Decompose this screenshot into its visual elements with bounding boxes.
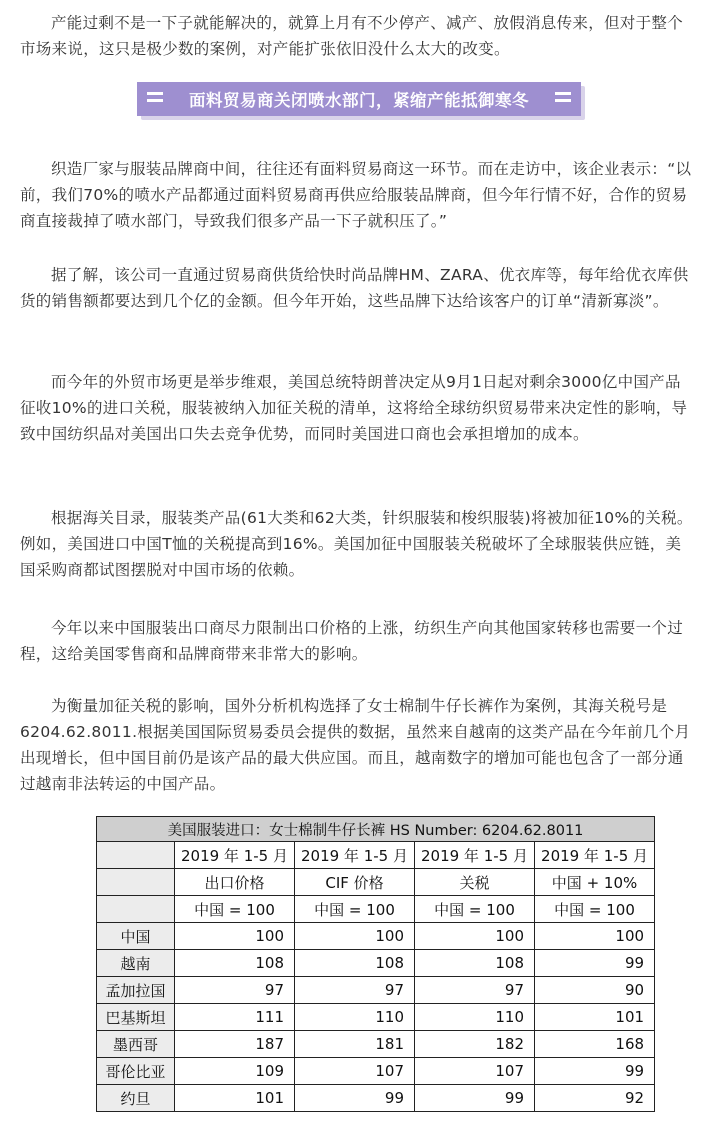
country-cell: 孟加拉国 — [97, 977, 175, 1004]
table-row — [97, 1004, 655, 1031]
paragraph-brands: 据了解，该公司一直通过贸易商供货给快时尚品牌HM、ZARA、优衣库等，每年给优衣库供货的销售额都要达到几个亿的金额。但今年开始，这些品牌下达给该客户的订单“清新寡淡”。 — [20, 266, 689, 310]
value-cell: 111 — [175, 1004, 295, 1031]
table-title: 美国服装进口：女士棉制牛仔长裤 HS Number: 6204.62.8011 — [97, 817, 655, 842]
paragraph-exporters: 今年以来中国服装出口商尽力限制出口价格的上涨，纺织生产向其他国家转移也需要一个过程，这给美国零售商和品牌商带来非常大的影响。 — [20, 619, 684, 663]
value-cell: 97 — [295, 977, 415, 1004]
value-cell: 99 — [295, 1085, 415, 1112]
table-row — [97, 950, 655, 977]
table-corner-cell — [97, 842, 175, 869]
value-cell: 107 — [415, 1058, 535, 1085]
value-cell: 100 — [415, 923, 535, 950]
value-cell: 99 — [535, 1058, 655, 1085]
value-cell: 110 — [415, 1004, 535, 1031]
value-cell: 99 — [415, 1085, 535, 1112]
value-cell: 101 — [535, 1004, 655, 1031]
value-cell: 108 — [295, 950, 415, 977]
table-row — [97, 1031, 655, 1058]
base-header: 中国 = 100 — [535, 896, 655, 923]
country-cell: 越南 — [97, 950, 175, 977]
measure-header: 中国 + 10% — [535, 869, 655, 896]
value-cell: 100 — [175, 923, 295, 950]
country-cell: 约旦 — [97, 1085, 175, 1112]
value-cell: 181 — [295, 1031, 415, 1058]
value-cell: 90 — [535, 977, 655, 1004]
banner-lines-left-icon — [147, 92, 163, 106]
section-banner — [137, 82, 581, 116]
paragraph-fabric-traders: 织造厂家与服装品牌商中间，往往还有面料贸易商这一环节。而在走访中，该企业表示：“以前，我们70%的喷水产品都通过面料贸易商再供应给服装品牌商，但今年行情不好，合作的贸易商直接裁掉了喷水部门，导致我们很多产品一下子就积压了。” — [20, 160, 692, 230]
value-cell: 182 — [415, 1031, 535, 1058]
import-price-table — [96, 816, 654, 1112]
country-cell: 巴基斯坦 — [97, 1004, 175, 1031]
value-cell: 168 — [535, 1031, 655, 1058]
paragraph-customs-catalog: 根据海关目录，服装类产品(61大类和62大类，针织服装和梭织服装)将被加征10%的关税。例如，美国进口中国T恤的关税提高到16%。美国加征中国服装关税破坏了全球服装供应链，美国采购商都试图摆脱对中国市场的依赖。 — [20, 509, 693, 579]
measure-header: 出口价格 — [175, 869, 295, 896]
value-cell: 100 — [295, 923, 415, 950]
country-cell: 哥伦比亚 — [97, 1058, 175, 1085]
value-cell: 109 — [175, 1058, 295, 1085]
measure-header: CIF 价格 — [295, 869, 415, 896]
measure-header: 关税 — [415, 869, 535, 896]
table-corner-cell — [97, 869, 175, 896]
table-row — [97, 1085, 655, 1112]
table-corner-cell — [97, 896, 175, 923]
paragraph-case-study: 为衡量加征关税的影响，国外分析机构选择了女士棉制牛仔长裤作为案例，其海关税号是6204.62.8011.根据美国国际贸易委员会提供的数据，虽然来自越南的这类产品在今年前几个月出现增长，但中国目前仍是该产品的最大供应国。而且，越南数字的增加可能也包含了一部分通过越南非法转运的中国产品。 — [20, 697, 691, 793]
period-header: 2019 年 1-5 月 — [415, 842, 535, 869]
value-cell: 108 — [415, 950, 535, 977]
country-cell: 中国 — [97, 923, 175, 950]
value-cell: 101 — [175, 1085, 295, 1112]
value-cell: 187 — [175, 1031, 295, 1058]
value-cell: 100 — [535, 923, 655, 950]
paragraph-tariffs: 而今年的外贸市场更是举步维艰，美国总统特朗普决定从9月1日起对剩余3000亿中国产品征收10%的进口关税，服装被纳入加征关税的清单，这将给全球纺织贸易带来决定性的影响，导致中国纺织品对美国出口失去竞争优势，而同时美国进口商也会承担增加的成本。 — [20, 373, 688, 443]
base-header: 中国 = 100 — [295, 896, 415, 923]
table-row — [97, 923, 655, 950]
period-header: 2019 年 1-5 月 — [175, 842, 295, 869]
value-cell: 108 — [175, 950, 295, 977]
banner-title: 面料贸易商关闭喷水部门，紧缩产能抵御寒冬 — [189, 91, 529, 110]
table-row — [97, 977, 655, 1004]
value-cell: 99 — [535, 950, 655, 977]
paragraph-overcapacity: 产能过剩不是一下子就能解决的，就算上月有不少停产、减产、放假消息传来，但对于整个市场来说，这只是极少数的案例，对产能扩张依旧没什么太大的改变。 — [20, 14, 684, 58]
value-cell: 92 — [535, 1085, 655, 1112]
value-cell: 107 — [295, 1058, 415, 1085]
value-cell: 97 — [415, 977, 535, 1004]
country-cell: 墨西哥 — [97, 1031, 175, 1058]
table-row — [97, 1058, 655, 1085]
banner-lines-right-icon — [555, 92, 571, 106]
value-cell: 110 — [295, 1004, 415, 1031]
base-header: 中国 = 100 — [175, 896, 295, 923]
value-cell: 97 — [175, 977, 295, 1004]
period-header: 2019 年 1-5 月 — [295, 842, 415, 869]
period-header: 2019 年 1-5 月 — [535, 842, 655, 869]
base-header: 中国 = 100 — [415, 896, 535, 923]
banner-body — [137, 82, 581, 116]
